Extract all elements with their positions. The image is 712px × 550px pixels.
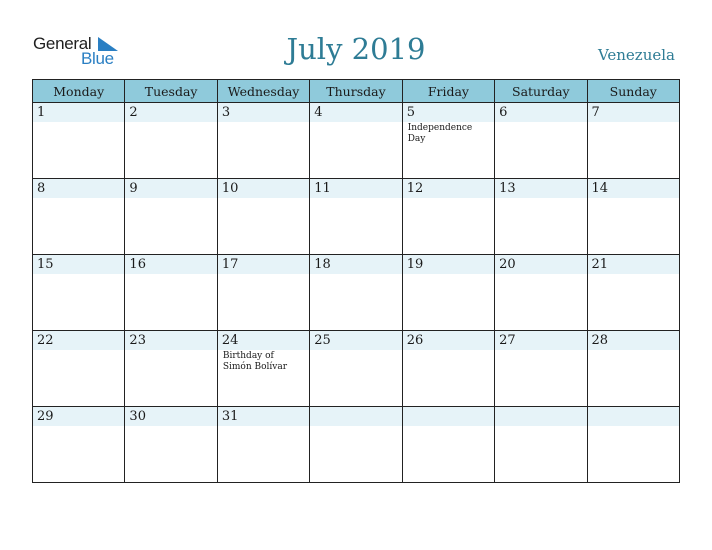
holiday-label: Birthday of Simón Bolívar: [222, 351, 288, 372]
day-cell: [310, 331, 402, 407]
calendar-title: July 2019: [286, 32, 426, 66]
weekday-header: Tuesday: [125, 80, 217, 103]
day-cell: [587, 331, 679, 407]
day-number: 11: [314, 181, 331, 196]
day-cell: [310, 255, 402, 331]
day-cell: [217, 255, 309, 331]
day-cell: [217, 103, 309, 179]
day-number: 13: [499, 181, 516, 196]
day-number: 29: [37, 409, 54, 424]
day-cell: [495, 331, 587, 407]
day-number: 21: [591, 257, 609, 272]
day-cell: [587, 103, 679, 179]
day-cell-band: [403, 103, 494, 122]
day-number: 27: [499, 333, 516, 348]
day-cell-band: [588, 103, 679, 122]
day-cell-band: [125, 103, 216, 122]
day-cell: [125, 331, 217, 407]
day-number: 9: [129, 181, 138, 196]
day-number: 15: [37, 257, 54, 272]
day-cell-band: [310, 407, 401, 426]
day-number: 7: [591, 105, 600, 120]
weekday-header-row: [33, 80, 680, 103]
day-cell: [587, 407, 679, 483]
weekday-header: Sunday: [587, 80, 679, 103]
day-cell: [217, 331, 309, 407]
day-number: 25: [314, 333, 331, 348]
day-cell: [217, 407, 309, 483]
day-number: 23: [129, 333, 146, 348]
day-cell-band: [588, 407, 679, 426]
weekday-header: Wednesday: [217, 80, 309, 103]
day-cell: [402, 255, 494, 331]
day-cell: [495, 179, 587, 255]
day-cell: [125, 255, 217, 331]
day-number: 30: [129, 409, 146, 424]
day-cell: [33, 255, 125, 331]
day-number: 28: [591, 333, 609, 348]
day-cell: [495, 103, 587, 179]
day-cell-band: [125, 179, 216, 198]
week-row: [33, 331, 680, 407]
day-number: 24: [221, 333, 239, 348]
holiday-label: Independence Day: [407, 123, 473, 144]
weekday-header: Thursday: [310, 80, 402, 103]
day-number: 5: [406, 105, 415, 120]
day-cell: [587, 179, 679, 255]
logo-word-blue: Blue: [81, 49, 114, 68]
day-number: 6: [499, 105, 508, 120]
calendar-grid: [32, 79, 680, 483]
logo-word-general: General: [33, 34, 92, 53]
day-number: 17: [221, 257, 239, 272]
day-cell: [310, 179, 402, 255]
day-cell: [402, 103, 494, 179]
day-number: 31: [221, 409, 239, 424]
day-cell-band: [218, 103, 309, 122]
country-name: Venezuela: [597, 46, 675, 64]
day-number: 8: [37, 181, 46, 196]
day-cell: [402, 407, 494, 483]
day-cell: [310, 407, 402, 483]
day-cell-band: [403, 407, 494, 426]
day-number: 18: [314, 257, 331, 272]
weekday-header: Friday: [402, 80, 494, 103]
day-number: 19: [406, 257, 424, 272]
day-cell: [33, 407, 125, 483]
day-number: 14: [591, 181, 609, 196]
day-cell-band: [495, 407, 586, 426]
day-number: 2: [129, 105, 138, 120]
weekday-header: Monday: [33, 80, 125, 103]
day-number: 22: [37, 333, 54, 348]
day-cell-band: [495, 103, 586, 122]
day-cell: [125, 407, 217, 483]
day-number: 4: [314, 105, 323, 120]
day-number: 26: [406, 333, 424, 348]
day-cell: [217, 179, 309, 255]
day-cell: [125, 179, 217, 255]
week-row: [33, 407, 680, 483]
day-number: 1: [37, 105, 46, 120]
calendar-body: [33, 103, 680, 483]
day-cell: [125, 103, 217, 179]
day-cell-band: [33, 103, 124, 122]
day-cell: [33, 331, 125, 407]
day-number: 10: [221, 181, 239, 196]
day-cell-band: [310, 103, 401, 122]
day-cell: [587, 255, 679, 331]
day-number: 3: [221, 105, 231, 120]
day-cell: [310, 103, 402, 179]
day-cell: [402, 179, 494, 255]
day-cell: [495, 255, 587, 331]
day-number: 16: [129, 257, 146, 272]
weekday-header: Saturday: [495, 80, 587, 103]
day-number: 20: [499, 257, 516, 272]
day-number: 12: [406, 181, 424, 196]
day-cell: [33, 103, 125, 179]
day-cell: [402, 331, 494, 407]
day-cell: [495, 407, 587, 483]
week-row: [33, 255, 680, 331]
day-cell-band: [33, 179, 124, 198]
week-row: [33, 103, 680, 179]
day-cell: [33, 179, 125, 255]
week-row: [33, 179, 680, 255]
